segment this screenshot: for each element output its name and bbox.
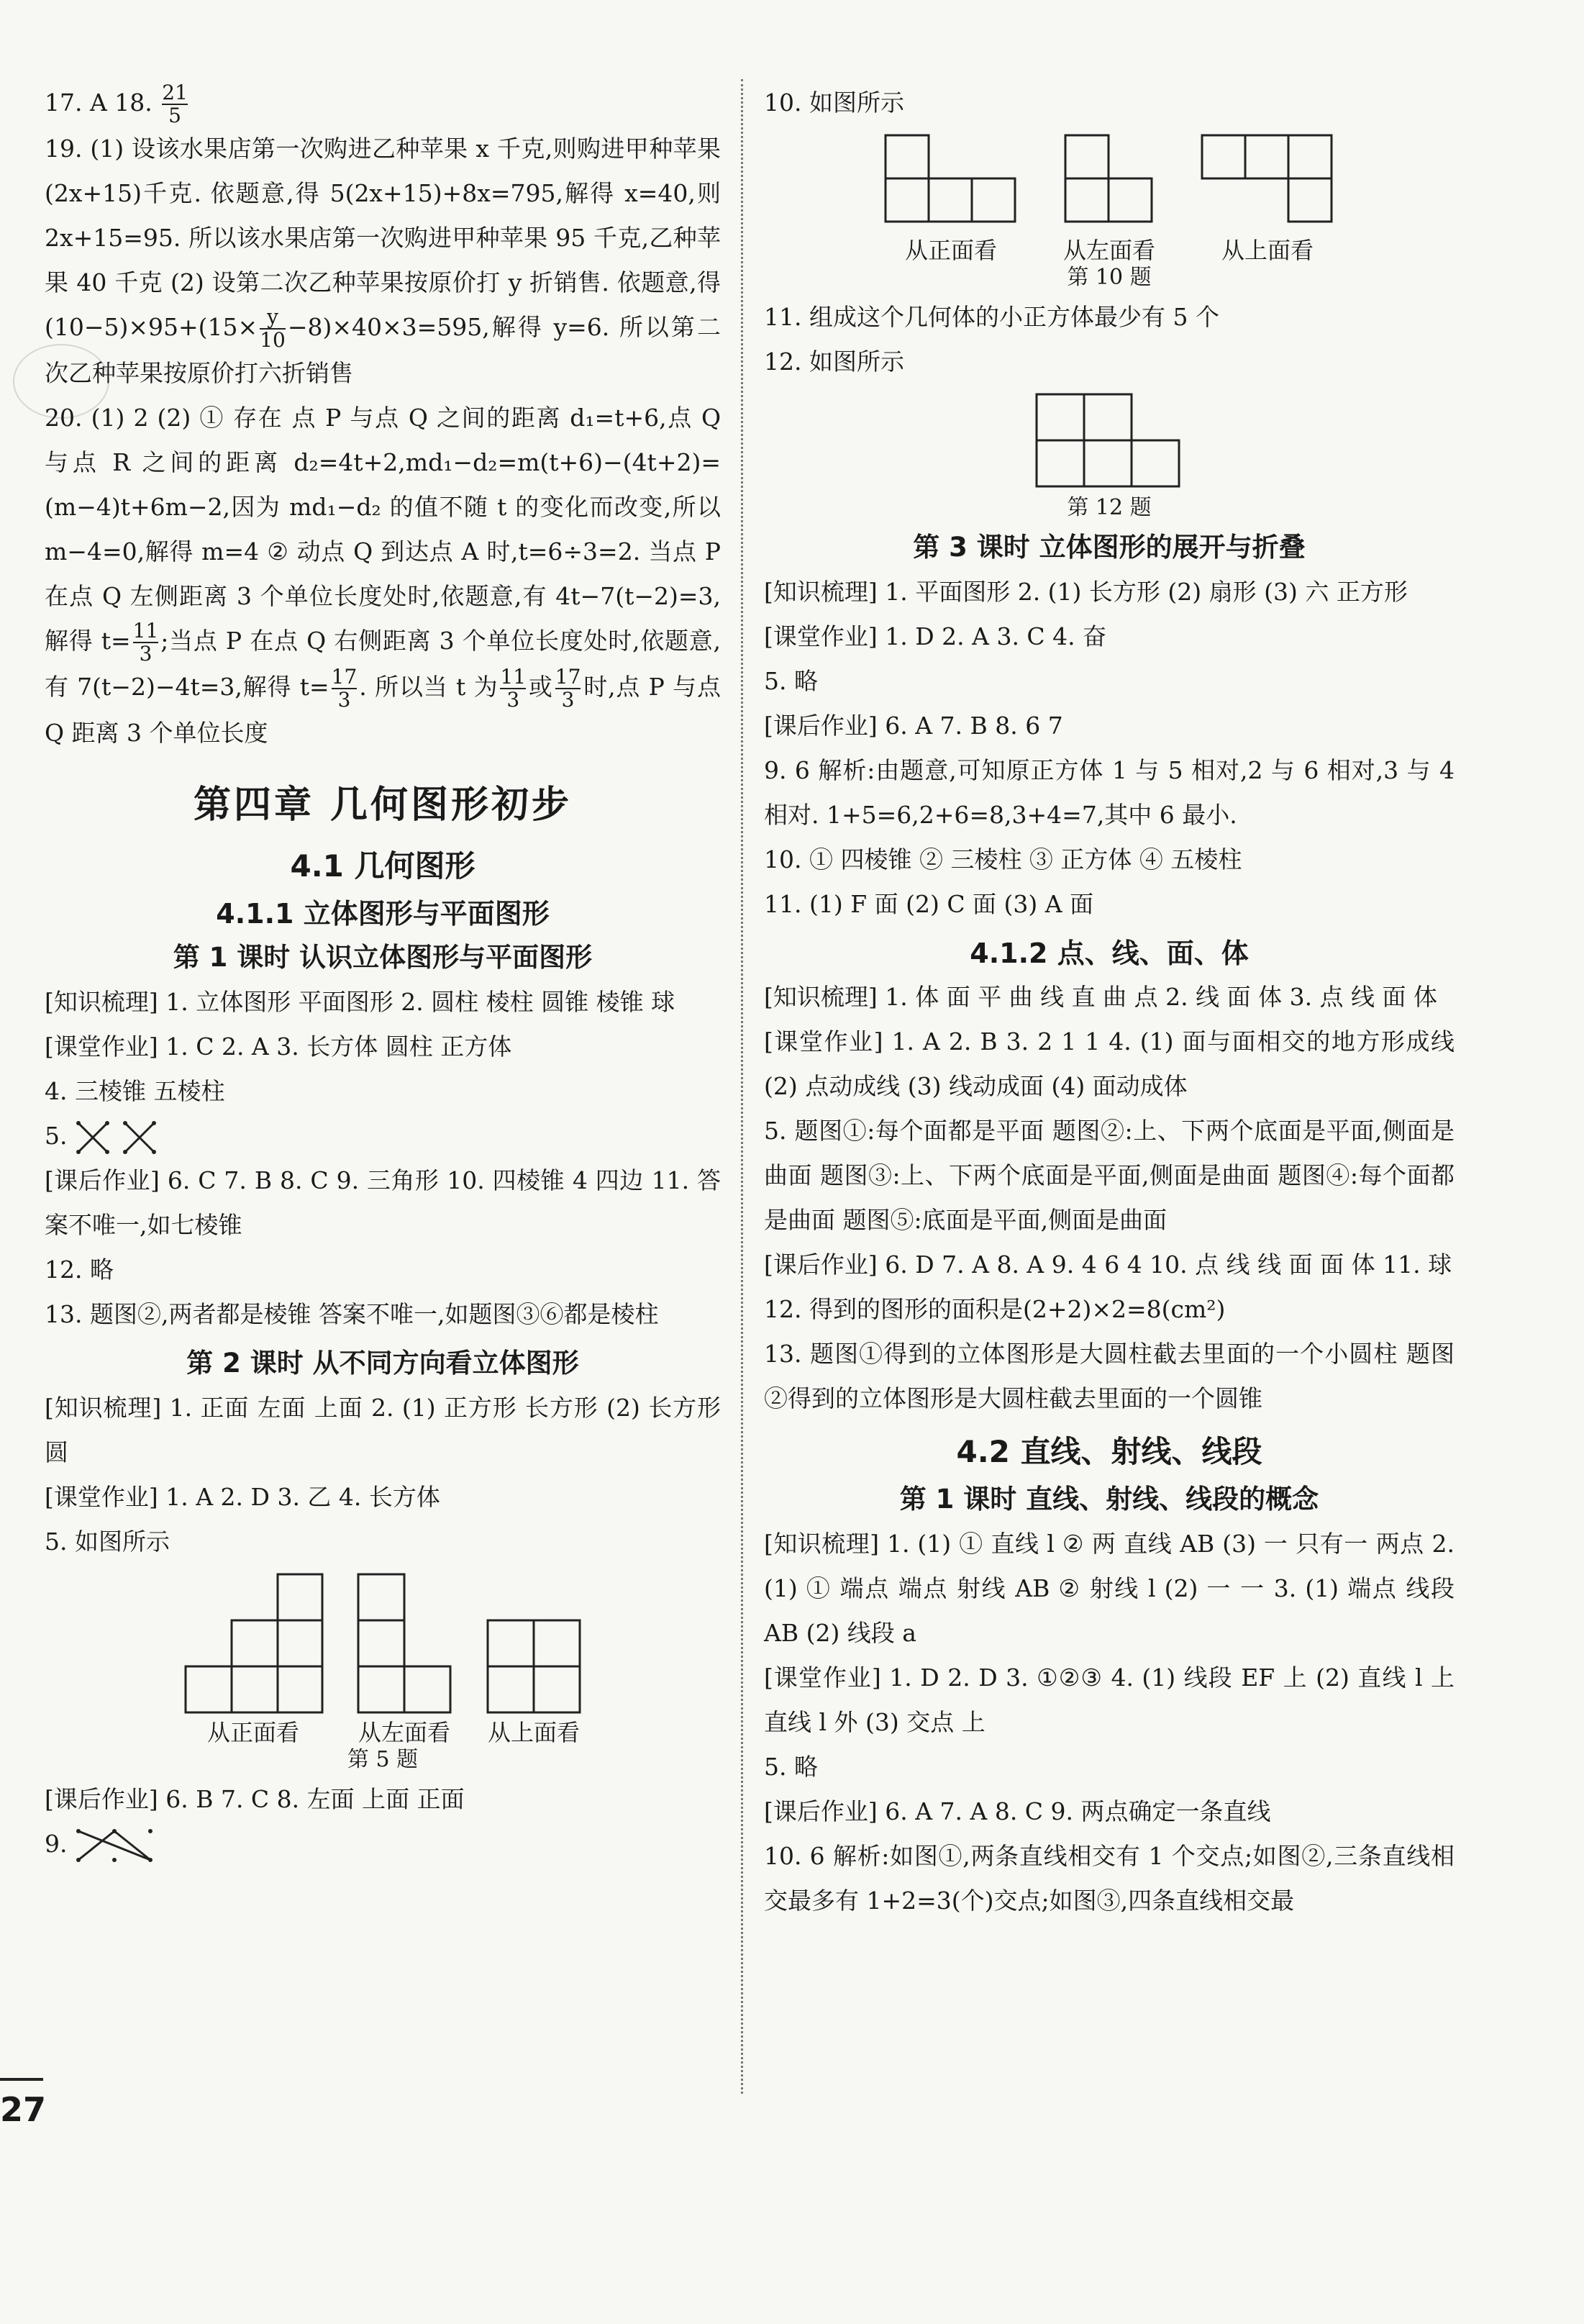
left-column — [45, 81, 721, 1866]
subsection-4-1-2-title: 4.1.2 点、线、面、体 — [970, 938, 1249, 969]
chapter-title: 第四章 几何图形初步 — [193, 784, 573, 827]
lesson4-classwork: [课堂作业] 1. A 2. B 3. 2 1 1 4. (1) 面与面相交的地方形成线 (2) 点动成线 (3) 线动成面 (4) 面动成体 — [764, 1027, 1455, 1100]
lesson1-homework-13: 13. 题图②,两者都是棱锥 答案不唯一,如题图③⑥都是棱柱 — [45, 1300, 659, 1328]
fraction-11-3-b: $\frac{11}{3}$ — [500, 665, 527, 712]
right-column — [764, 81, 1455, 1923]
lesson5-classwork: [课堂作业] 1. D 2. D 3. ①②③ 4. (1) 线段 EF 上 (2) 直线 l 上 直线 l 外 (3) 交点 上 — [764, 1663, 1455, 1736]
section-4-2-title: 4.2 直线、射线、线段 — [956, 1434, 1262, 1469]
lesson1-classwork-4: 4. 三棱锥 五棱柱 — [45, 1077, 225, 1105]
lesson3-homework: [课后作业] 6. A 7. B 8. 6 7 — [764, 712, 1063, 740]
figure-12 — [764, 391, 1455, 495]
lesson3-classwork-5: 5. 略 — [764, 667, 818, 695]
lesson-1-title: 第 1 课时 认识立体图形与平面图形 — [173, 942, 593, 973]
fraction-11-3: $\frac{11}{3}$ — [132, 619, 159, 666]
lesson1-classwork-5: 5. — [45, 1114, 721, 1158]
answer-10: 10. 如图所示 — [764, 88, 904, 117]
page-number: 27 — [0, 2090, 47, 2129]
answer-19: 19. (1) 设该水果店第一次购进乙种苹果 x 千克,则购进甲种苹果(2x+15)千克. 依题意,得 5(2x+15)+8x=795,解得 x=40,则 2x+15=95. 所以该水果店第一次购进甲种苹果 95 千克,乙种苹果 40 千克 (2) 设第二次乙种苹果按原价打 y 折销售. 依题意,得(10−5)×95+(15× $\frac{y}{10}$ −8)×40×3=595,解得 y=6. 所以第二次乙种苹果按原价打六折销售 — [45, 135, 721, 387]
section-4-1-title: 4.1 几何图形 — [290, 848, 475, 884]
fig5-top-view: 从上面看 — [483, 1571, 584, 1747]
matching-lines-figure-9 — [75, 1828, 154, 1864]
fig10-front-view: 从正面看 — [883, 132, 1019, 265]
lesson4-classwork-5: 5. 题图①:每个面都是平面 题图②:上、下两个底面是平面,侧面是曲面 题图③:上、下两个底面是平面,侧面是曲面 题图④:每个面都是曲面 题图⑤:底面是平面,侧面是曲面 — [764, 1117, 1455, 1234]
lesson4-homework-12: 12. 得到的图形的面积是(2+2)×2=8(cm²) — [764, 1295, 1226, 1323]
answer-12: 12. 如图所示 — [764, 348, 904, 376]
fig10-caption: 第 10 题 — [1067, 265, 1152, 290]
answer-17-18: 17. A 18. $\frac{21}{5}$ — [45, 81, 188, 127]
fig10-top-view: 从上面看 — [1199, 132, 1336, 265]
fraction-21-5: $\frac{21}{5}$ — [162, 81, 188, 127]
lesson1-knowledge: [知识梳理] 1. 立体图形 平面图形 2. 圆柱 棱柱 圆锥 棱锥 球 — [45, 988, 675, 1016]
answer-11: 11. 组成这个几何体的小正方体最少有 5 个 — [764, 303, 1219, 331]
matching-lines-figure — [75, 1120, 161, 1156]
fraction-17-3: $\frac{17}{3}$ — [331, 665, 358, 712]
lesson5-knowledge: [知识梳理] 1. (1) ① 直线 l ② 两 直线 AB (3) 一 只有一 两点 2. (1) ① 端点 端点 射线 AB ② 射线 l (2) 一 一 3. (1) 端点 线段 AB (2) 线段 a — [764, 1530, 1455, 1647]
lesson-2-title: 第 2 课时 从不同方向看立体图形 — [186, 1348, 579, 1379]
lesson-3-title: 第 3 课时 立体图形的展开与折叠 — [913, 532, 1306, 563]
lesson1-homework: [课后作业] 6. C 7. B 8. C 9. 三角形 10. 四棱锥 4 四边 11. 答案不唯一,如七棱锥 — [45, 1166, 721, 1239]
fig5-caption: 第 5 题 — [347, 1747, 419, 1772]
lesson3-knowledge: [知识梳理] 1. 平面图形 2. (1) 长方形 (2) 扇形 (3) 六 正方形 — [764, 578, 1408, 606]
figure-5 — [45, 1571, 721, 1747]
lesson4-homework-13: 13. 题图①得到的立体图形是大圆柱截去里面的一个小圆柱 题图②得到的立体图形是大圆柱截去里面的一个圆锥 — [764, 1340, 1455, 1412]
lesson-4-2-1-title: 第 1 课时 直线、射线、线段的概念 — [899, 1484, 1319, 1515]
footer-rule — [0, 2078, 43, 2081]
lesson3-classwork: [课堂作业] 1. D 2. A 3. C 4. 奋 — [764, 622, 1107, 650]
figure-10 — [764, 132, 1455, 265]
lesson3-homework-9: 9. 6 解析:由题意,可知原正方体 1 与 5 相对,2 与 6 相对,3 与 4 相对. 1+5=6,2+6=8,3+4=7,其中 6 最小. — [764, 756, 1455, 829]
fig5-front-view: 从正面看 — [181, 1571, 325, 1747]
lesson2-classwork-5: 5. 如图所示 — [45, 1528, 170, 1556]
lesson2-homework: [课后作业] 6. B 7. C 8. 左面 上面 正面 — [45, 1785, 465, 1813]
lesson4-knowledge: [知识梳理] 1. 体 面 平 曲 线 直 曲 点 2. 线 面 体 3. 点 线 面 体 — [764, 983, 1438, 1011]
lesson2-knowledge: [知识梳理] 1. 正面 左面 上面 2. (1) 正方形 长方形 (2) 长方形 圆 — [45, 1394, 721, 1466]
column-divider — [741, 79, 743, 2094]
lesson5-homework: [课后作业] 6. A 7. A 8. C 9. 两点确定一条直线 — [764, 1797, 1271, 1825]
fig10-left-view: 从左面看 — [1062, 132, 1156, 265]
lesson4-homework: [课后作业] 6. D 7. A 8. A 9. 4 6 4 10. 点 线 线 面 面 体 11. 球 — [764, 1250, 1452, 1279]
fraction-y-10: $\frac{y}{10}$ — [260, 305, 286, 352]
lesson1-homework-12: 12. 略 — [45, 1256, 114, 1284]
fig12-view — [1034, 391, 1185, 495]
fig5-left-view: 从左面看 — [354, 1571, 455, 1747]
lesson1-classwork: [课堂作业] 1. C 2. A 3. 长方体 圆柱 正方体 — [45, 1032, 512, 1061]
lesson2-classwork: [课堂作业] 1. A 2. D 3. 乙 4. 长方体 — [45, 1483, 440, 1511]
lesson5-classwork-5: 5. 略 — [764, 1753, 818, 1781]
lesson2-homework-9: 9. — [45, 1822, 721, 1866]
fraction-17-3-b: $\frac{17}{3}$ — [555, 665, 581, 712]
fig12-caption: 第 12 题 — [1067, 495, 1152, 520]
lesson3-homework-10: 10. ① 四棱锥 ② 三棱柱 ③ 正方体 ④ 五棱柱 — [764, 845, 1242, 873]
lesson3-homework-11: 11. (1) F 面 (2) C 面 (3) A 面 — [764, 890, 1094, 918]
answer-20: 20. (1) 2 (2) ① 存在 点 P 与点 Q 之间的距离 d₁=t+6,点 Q 与点 R 之间的距离 d₂=4t+2,md₁−d₂=m(t+6)−(4t+2)=(m−4)t+6m−2,因为 md₁−d₂ 的值不随 t 的变化而改变,所以 m−4=0,解得 m=4 ② 动点 Q 到达点 A 时,t=6÷3=2. 当点 P 在点 Q 左侧距离 3 个单位长度处时,依题意,有 4t−7(t−2)=3,解得 t= $\frac{11}{3}$ ;当点 P 在点 Q 右侧距离 3 个单位长度处时,依题意,有 7(t−2)−4t=3,解得 t= $\frac{17}{3}$ . 所以当 t 为 $\frac{11}{3}$ 或 $\frac{17}{3}$ 时,点 P 与点 Q 距离 3 个单位长度 — [45, 404, 722, 747]
subsection-4-1-1-title: 4.1.1 立体图形与平面图形 — [216, 898, 550, 930]
lesson5-homework-10: 10. 6 解析:如图①,两条直线相交有 1 个交点;如图②,三条直线相交最多有 1+2=3(个)交点;如图③,四条直线相交最 — [764, 1842, 1455, 1915]
